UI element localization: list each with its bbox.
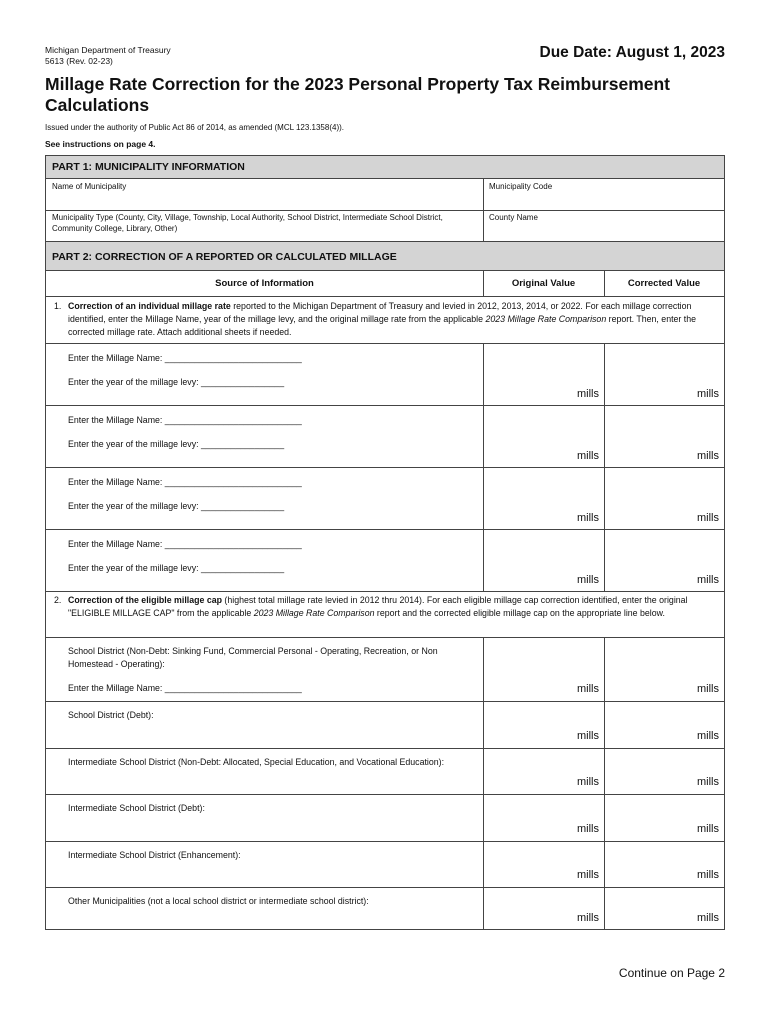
- municipality-type-label: Municipality Type (County, City, Village, Township, Local Authority, School District, Intermediate School District, Community College, Library, Other): [52, 213, 443, 233]
- corrected-mills-field[interactable]: mills: [697, 823, 719, 835]
- agency-info: [45, 45, 171, 67]
- corrected-mills-field[interactable]: mills: [697, 776, 719, 788]
- issued-authority: Issued under the authority of Public Act 86 of 2014, as amended (MCL 123.1358(4)).: [45, 123, 344, 132]
- municipality-code-label: Municipality Code: [489, 182, 553, 191]
- corrected-mills-field[interactable]: mills: [697, 450, 719, 462]
- corrected-mills-field[interactable]: mills: [697, 512, 719, 524]
- corrected-mills-field[interactable]: mills: [697, 869, 719, 881]
- see-instructions: See instructions on page 4.: [45, 139, 156, 149]
- millage-name-entry[interactable]: Enter the Millage Name: ____________________________: [68, 353, 302, 363]
- part2-heading: PART 2: CORRECTION OF A REPORTED OR CALCULATED MILLAGE: [46, 242, 724, 271]
- col-corrected-header: Corrected Value: [627, 278, 701, 289]
- original-mills-field[interactable]: mills: [577, 823, 599, 835]
- cap-row-label: Intermediate School District (Debt):: [68, 803, 205, 813]
- due-date: Due Date: August 1, 2023: [539, 44, 725, 61]
- col-source-header: Source of Information: [215, 278, 314, 289]
- corrected-mills-field[interactable]: mills: [697, 912, 719, 924]
- millage-name-entry[interactable]: Enter the Millage Name: ____________________________: [68, 415, 302, 425]
- original-mills-field[interactable]: mills: [577, 574, 599, 586]
- original-mills-field[interactable]: mills: [577, 388, 599, 400]
- original-mills-field[interactable]: mills: [577, 450, 599, 462]
- cap-row-label: Intermediate School District (Enhancement):: [68, 850, 241, 860]
- cap-row-label: School District (Non-Debt: Sinking Fund, Commercial Personal - Operating, Recreation, or Non Homestead - Operating):: [68, 646, 438, 669]
- item1-text: 1. Correction of an individual millage rate reported to the Michigan Department of Treasury and levied in 2012, 2013, 2014, or 2022. For each millage correction identified, enter the Millage Name, year of the millage levy, and the original millage rate from the applicable 2023 Millage Rate Comparison report. Then, enter the corrected millage rate. Attach additional sheets if needed.: [54, 301, 697, 337]
- cap-row-label: Other Municipalities (not a local school district or intermediate school district):: [68, 896, 369, 906]
- municipality-name-label: Name of Municipality: [52, 182, 127, 191]
- form-number: 5613 (Rev. 02-23): [45, 56, 113, 66]
- millage-year-entry[interactable]: Enter the year of the millage levy: _________________: [68, 377, 285, 387]
- original-mills-field[interactable]: mills: [577, 683, 599, 695]
- corrected-mills-field[interactable]: mills: [697, 683, 719, 695]
- original-mills-field[interactable]: mills: [577, 512, 599, 524]
- cap-millage-name-entry[interactable]: Enter the Millage Name: ____________________________: [68, 683, 302, 693]
- municipality-name-input[interactable]: [50, 192, 482, 210]
- original-mills-field[interactable]: mills: [577, 912, 599, 924]
- part1-heading: PART 1: MUNICIPALITY INFORMATION: [46, 156, 724, 179]
- millage-year-entry[interactable]: Enter the year of the millage levy: _________________: [68, 439, 285, 449]
- millage-name-entry[interactable]: Enter the Millage Name: ____________________________: [68, 477, 302, 487]
- item2-text: 2. Correction of the eligible millage cap (highest total millage rate levied in 2012 thru 2014). For each eligible millage cap correction identified, enter the original "ELIGIBLE MILLAGE CAP" from the applicable 2023 Millage Rate Comparison report and the corrected eligible millage cap on the appropriate line below.: [54, 595, 688, 618]
- continue-label: Continue on Page 2: [618, 966, 725, 980]
- agency-name: Michigan Department of Treasury: [45, 45, 171, 55]
- col-original-header: Original Value: [511, 278, 576, 289]
- corrected-mills-field[interactable]: mills: [697, 388, 719, 400]
- county-name-label: County Name: [489, 213, 538, 222]
- millage-year-entry[interactable]: Enter the year of the millage levy: _________________: [68, 563, 285, 573]
- corrected-mills-field[interactable]: mills: [697, 730, 719, 742]
- form-body: [45, 155, 725, 930]
- cap-row-label: School District (Debt):: [68, 710, 154, 720]
- municipality-code-input[interactable]: [487, 192, 721, 210]
- cap-row-label: Intermediate School District (Non-Debt: Allocated, Special Education, and Vocational Education):: [68, 757, 445, 767]
- original-mills-field[interactable]: mills: [577, 730, 599, 742]
- page-title: Millage Rate Correction for the 2023 Personal Property Tax Reimbursement Calculations: [45, 74, 671, 115]
- original-mills-field[interactable]: mills: [577, 869, 599, 881]
- millage-year-entry[interactable]: Enter the year of the millage levy: _________________: [68, 501, 285, 511]
- corrected-mills-field[interactable]: mills: [697, 574, 719, 586]
- millage-name-entry[interactable]: Enter the Millage Name: ____________________________: [68, 539, 302, 549]
- original-mills-field[interactable]: mills: [577, 776, 599, 788]
